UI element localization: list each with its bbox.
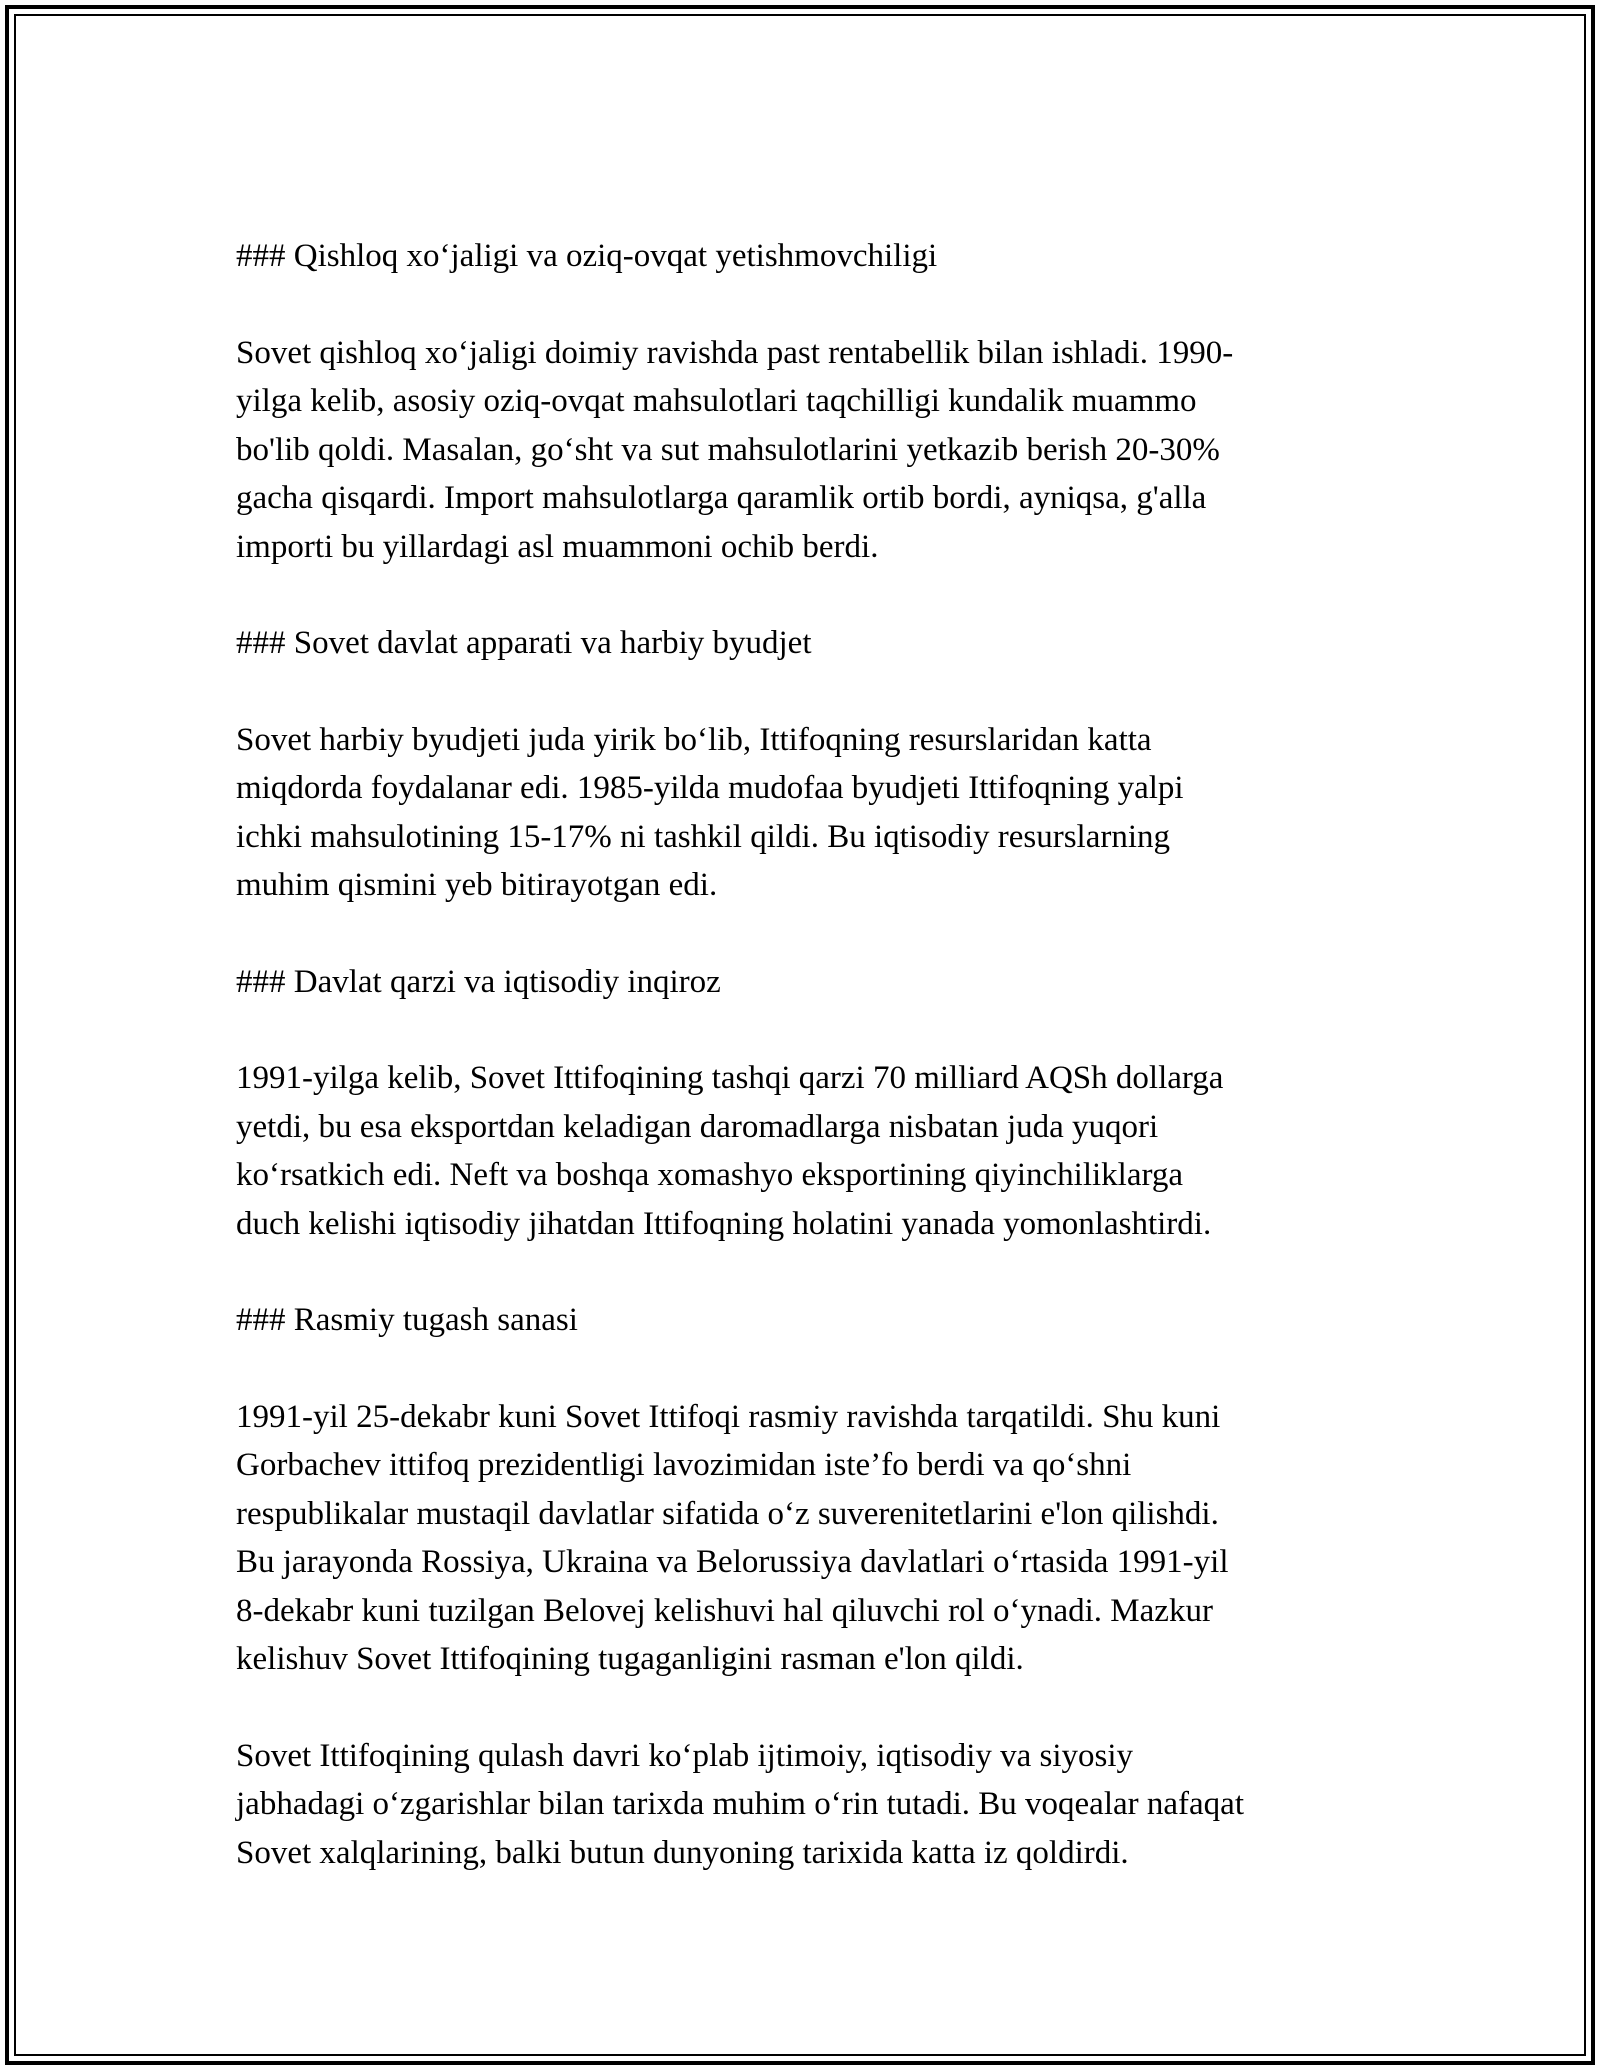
section-heading: ### Qishloq xo‘jaligi va oziq-ovqat yetishmovchiligi xyxy=(236,238,938,274)
section-paragraph xyxy=(236,1054,1376,1248)
section-paragraph xyxy=(236,1393,1376,1684)
paragraph-line: Sovet Ittifoqining qulash davri ko‘plab ijtimoiy, iqtisodiy va siyosiy xyxy=(236,1737,1134,1774)
paragraph-line: ichki mahsulotining 15-17% ni tashkil qildi. Bu iqtisodiy resurslarning xyxy=(236,818,1171,855)
section-heading: ### Sovet davlat apparati va harbiy byudjet xyxy=(236,625,812,661)
section-paragraph xyxy=(236,329,1376,572)
paragraph-line: importi bu yillardagi asl muammoni ochib berdi. xyxy=(236,528,879,565)
paragraph-line: yilga kelib, asosiy oziq-ovqat mahsulotlari taqchilligi kundalik muammo xyxy=(236,383,1197,419)
paragraph-line: Sovet xalqlarining, balki butun dunyoning tarixida katta iz qoldirdi. xyxy=(236,1834,1129,1871)
paragraph-line: ko‘rsatkich edi. Neft va boshqa xomashyo eksportining qiyinchiliklarga xyxy=(236,1157,1184,1193)
paragraph-line: yetdi, bu esa eksportdan keladigan daromadlarga nisbatan juda yuqori xyxy=(236,1108,1159,1145)
paragraph-line: gacha qisqardi. Import mahsulotlarga qaramlik ortib bordi, ayniqsa, g'alla xyxy=(236,480,1207,516)
paragraph-line: Sovet harbiy byudjeti juda yirik bo‘lib, Ittifoqning resurslaridan katta xyxy=(236,721,1152,758)
section-heading: ### Rasmiy tugash sanasi xyxy=(236,1302,578,1338)
paragraph-line: 1991-yil 25-dekabr kuni Sovet Ittifoqi rasmiy ravishda tarqatildi. Shu kuni xyxy=(236,1398,1221,1435)
paragraph-line: 1991-yilga kelib, Sovet Ittifoqining tashqi qarzi 70 milliard AQSh dollarga xyxy=(236,1060,1224,1096)
paragraph-line: Sovet qishloq xo‘jaligi doimiy ravishda past rentabellik bilan ishladi. 1990- xyxy=(236,334,1234,371)
closing-paragraph xyxy=(236,1732,1376,1878)
paragraph-line: Gorbachev ittifoq prezidentligi lavozimidan iste’fo berdi va qo‘shni xyxy=(236,1447,1132,1483)
section-paragraph xyxy=(236,716,1376,910)
paragraph-line: muhim qismini yeb bitirayotgan edi. xyxy=(236,867,718,903)
document-body xyxy=(236,232,1376,1925)
paragraph-line: duch kelishi iqtisodiy jihatdan Ittifoqning holatini yanada yomonlashtirdi. xyxy=(236,1205,1212,1242)
paragraph-line: Bu jarayonda Rossiya, Ukraina va Belorussiya davlatlari o‘rtasida 1991-yil xyxy=(236,1544,1229,1580)
paragraph-line: miqdorda foydalanar edi. 1985-yilda mudofaa byudjeti Ittifoqning yalpi xyxy=(236,770,1184,806)
section-heading: ### Davlat qarzi va iqtisodiy inqiroz xyxy=(236,963,721,1000)
paragraph-line: respublikalar mustaqil davlatlar sifatida o‘z suverenitetlarini e'lon qilishdi. xyxy=(236,1495,1219,1532)
paragraph-line: 8-dekabr kuni tuzilgan Belovej kelishuvi hal qiluvchi rol o‘ynadi. Mazkur xyxy=(236,1592,1213,1629)
paragraph-line: bo'lib qoldi. Masalan, go‘sht va sut mahsulotlarini yetkazib berish 20-30% xyxy=(236,431,1220,468)
paragraph-line: kelishuv Sovet Ittifoqining tugaganligini rasman e'lon qildi. xyxy=(236,1641,1024,1677)
paragraph-line: jabhadagi o‘zgarishlar bilan tarixda muhim o‘rin tutadi. Bu voqealar nafaqat xyxy=(236,1786,1244,1822)
